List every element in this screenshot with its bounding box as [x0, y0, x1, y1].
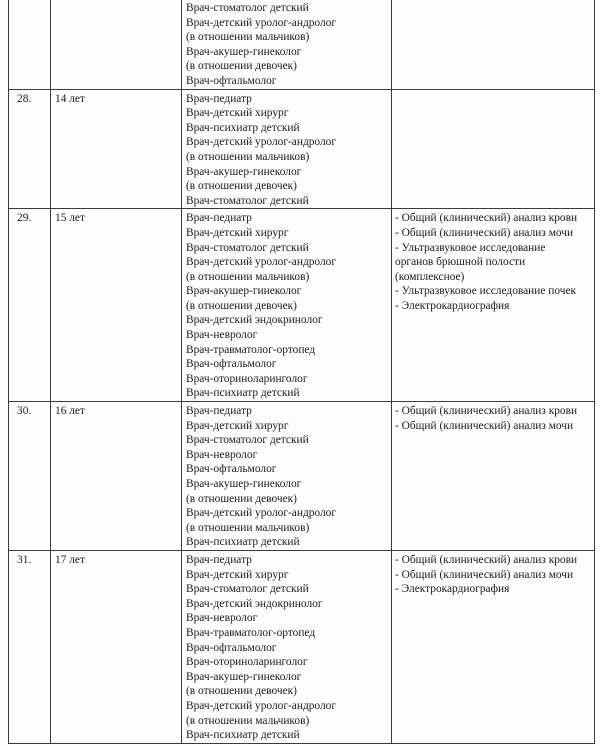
test-item: - Общий (клинический) анализ мочи [395, 419, 574, 432]
row-number-cell [9, 89, 51, 209]
specialist-item: Врач-оториноларинголог [186, 372, 308, 385]
specialists-cell [182, 209, 392, 402]
specialist-item: Врач-травматолог-ортопед [186, 626, 316, 639]
test-item: - Общий (клинический) анализ крови [395, 212, 578, 225]
specialists-cell [182, 0, 392, 89]
specialist-item: Врач-психиатр детский [186, 121, 300, 134]
specialist-item: Врач-психиатр детский [186, 387, 300, 400]
specialist-item: Врач-педиатр [186, 212, 252, 225]
specialist-item: Врач-стоматолог детский [186, 2, 309, 14]
specialist-item: Врач-детский уролог-андролог [186, 507, 337, 520]
specialist-item: Врач-стоматолог детский [186, 241, 309, 254]
row-number-cell [9, 550, 51, 743]
specialist-item: (в отношении девочек) [186, 299, 297, 312]
specialist-item: Врач-стоматолог детский [186, 194, 309, 207]
specialist-item: Врач-детский эндокринолог [186, 597, 323, 610]
tests-cell [392, 0, 595, 89]
specialist-item: Врач-офтальмолог [186, 641, 277, 654]
test-item: - Электрокардиография [395, 583, 510, 596]
tests-cell [392, 209, 595, 402]
specialist-item: Врач-акушер-гинеколог [186, 670, 302, 683]
tests-cell [392, 550, 595, 743]
test-item: (комплексное) [395, 270, 465, 283]
age-label: 15 лет [55, 212, 85, 225]
test-item: - Ультразвуковое исследование почек [395, 285, 577, 298]
specialist-item: Врач-детский хирург [186, 107, 289, 120]
specialist-item: Врач-акушер-гинеколог [186, 165, 302, 178]
test-item: - Общий (клинический) анализ крови [395, 405, 578, 418]
age-cell [51, 550, 182, 743]
test-item: - Общий (клинический) анализ крови [395, 553, 578, 566]
specialist-item: Врач-психиатр детский [186, 729, 300, 742]
specialist-item: Врач-акушер-гинеколог [186, 478, 302, 490]
specialist-item: (в отношении мальчиков) [186, 714, 310, 727]
examination-table [8, 0, 595, 744]
specialist-item: (в отношении девочек) [186, 180, 297, 193]
specialist-item: (в отношении девочек) [186, 60, 297, 73]
specialist-item: Врач-офтальмолог [186, 463, 277, 476]
specialist-item: Врач-офтальмолог [186, 74, 277, 87]
examination-table-body [9, 0, 595, 743]
row-number-cell [9, 402, 51, 551]
row-number-cell [9, 209, 51, 402]
specialist-item: Врач-невролог [186, 329, 258, 342]
table-row [9, 550, 595, 743]
specialist-item: (в отношении девочек) [186, 492, 297, 505]
specialists-cell [182, 550, 392, 743]
specialist-item: Врач-детский эндокринолог [186, 314, 323, 327]
specialist-item: Врач-оториноларинголог [186, 656, 308, 669]
table-row [9, 89, 595, 209]
specialist-item: Врач-детский уролог-андролог [186, 16, 337, 29]
age-cell [51, 402, 182, 551]
specialist-item: Врач-детский уролог-андролог [186, 256, 337, 269]
age-label: 16 лет [55, 405, 85, 418]
specialist-item: Врач-детский уролог-андролог [186, 136, 337, 149]
specialists-cell [182, 89, 392, 209]
specialist-item: Врач-стоматолог детский [186, 583, 309, 596]
specialist-item: (в отношении мальчиков) [186, 31, 310, 44]
test-item: - Электрокардиография [395, 299, 510, 312]
specialist-item: Врач-педиатр [186, 553, 252, 566]
specialist-item: Врач-акушер-гинеколог [186, 45, 302, 58]
age-cell [51, 0, 182, 89]
specialist-item: Врач-педиатр [186, 405, 252, 418]
tests-cell [392, 402, 595, 551]
specialist-item: (в отношении мальчиков) [186, 270, 310, 283]
test-item: - Общий (клинический) анализ мочи [395, 568, 574, 581]
specialist-item: Врач-детский хирург [186, 419, 289, 432]
specialist-item: (в отношении мальчиков) [186, 521, 310, 534]
specialist-item: Врач-педиатр [186, 92, 252, 105]
specialist-item: Врач-стоматолог детский [186, 434, 309, 447]
tests-cell [392, 89, 595, 209]
specialist-item: Врач-офтальмолог [186, 358, 277, 371]
table-row [9, 402, 595, 551]
test-item: - Общий (клинический) анализ мочи [395, 226, 574, 239]
age-cell [51, 89, 182, 209]
specialist-item: Врач-невролог [186, 448, 258, 461]
specialist-item: (в отношении девочек) [186, 685, 297, 698]
specialist-item: Врач-невролог [186, 612, 258, 625]
age-label: 14 лет [55, 92, 85, 105]
specialist-item: Врач-детский хирург [186, 568, 289, 581]
specialist-item: (в отношении мальчиков) [186, 150, 310, 163]
specialist-item: Врач-детский уролог-андролог [186, 699, 337, 712]
row-number: 30. [17, 405, 32, 418]
row-number: 28. [17, 92, 32, 105]
row-number: 31. [17, 553, 32, 566]
specialist-item: Врач-травматолог-ортопед [186, 343, 316, 356]
specialists-cell [182, 402, 392, 551]
table-row [9, 209, 595, 402]
age-cell [51, 209, 182, 402]
row-number: 29. [17, 212, 32, 225]
test-item: - Ультразвуковое исследование [395, 241, 546, 254]
row-number-cell [9, 0, 51, 89]
age-label: 17 лет [55, 553, 85, 566]
table-row [9, 0, 595, 89]
specialist-item: Врач-детский хирург [186, 226, 289, 239]
specialist-item: Врач-психиатр детский [186, 536, 300, 549]
specialist-item: Врач-акушер-гинеколог [186, 285, 302, 298]
test-item: органов брюшной полости [395, 256, 526, 269]
